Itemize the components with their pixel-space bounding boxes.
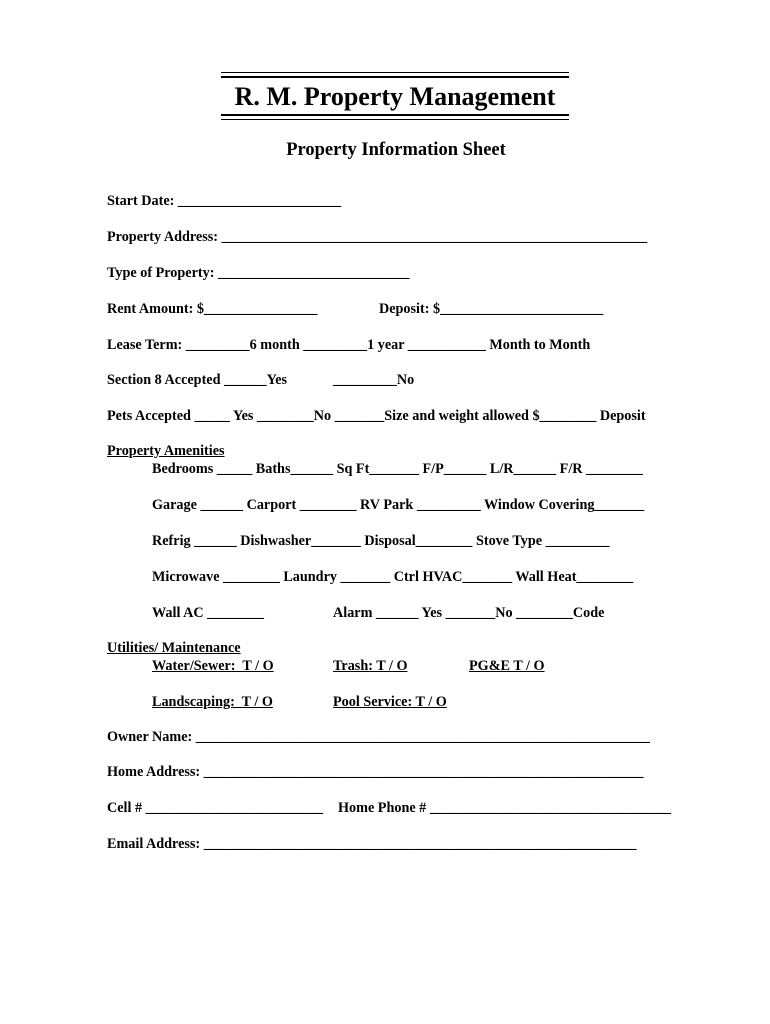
section8-accepted-field[interactable]: Section 8 Accepted ______Yes — [107, 372, 288, 388]
amenities-row-refrig[interactable]: Refrig ______ Dishwasher_______ Disposal________ Stove Type _________ — [152, 533, 610, 549]
property-type-field[interactable]: Type of Property: ___________________________ — [107, 265, 410, 281]
deposit-field[interactable]: Deposit: $_______________________ — [379, 301, 604, 317]
pool-service-field[interactable]: Pool Service: T / O — [333, 694, 447, 710]
amenities-row-microwave[interactable]: Microwave ________ Laundry _______ Ctrl HVAC_______ Wall Heat________ — [152, 569, 634, 585]
pets-accepted-field[interactable]: Pets Accepted _____ Yes ________No _______Size and weight allowed $________ Deposit — [107, 408, 646, 424]
section8-no-field[interactable]: _________No — [333, 372, 415, 388]
amenities-row-bedrooms[interactable]: Bedrooms _____ Baths______ Sq Ft_______ F/P______ L/R______ F/R ________ — [152, 461, 643, 477]
rent-amount-field[interactable]: Rent Amount: $________________ — [107, 301, 318, 317]
wall-ac-field[interactable]: Wall AC ________ — [152, 605, 264, 621]
alarm-field[interactable]: Alarm ______ Yes _______No ________Code — [333, 605, 605, 621]
amenities-heading: Property Amenities — [107, 443, 225, 459]
email-address-field[interactable]: Email Address: _____________________________________________________________ — [107, 836, 637, 852]
pge-field[interactable]: PG&E T / O — [469, 658, 545, 674]
landscaping-field[interactable]: Landscaping: T / O — [152, 694, 273, 710]
lease-term-field[interactable]: Lease Term: _________6 month _________1 year ___________ Month to Month — [107, 337, 591, 353]
header-rule-bottom — [221, 119, 569, 120]
header-rule-bottom-thick — [221, 114, 569, 116]
header-rule-top — [221, 72, 569, 73]
water-sewer-field[interactable]: Water/Sewer: T / O — [152, 658, 274, 674]
cell-phone-field[interactable]: Cell # _________________________ — [107, 800, 323, 816]
header-rule-top-thick — [221, 76, 569, 78]
owner-name-field[interactable]: Owner Name: ________________________________________________________________ — [107, 729, 650, 745]
sheet-title: Property Information Sheet — [286, 140, 506, 160]
utilities-heading: Utilities/ Maintenance — [107, 640, 241, 656]
company-name: R. M. Property Management — [234, 82, 556, 111]
start-date-field[interactable]: Start Date: _______________________ — [107, 193, 342, 209]
property-address-field[interactable]: Property Address: ____________________________________________________________ — [107, 229, 648, 245]
home-address-field[interactable]: Home Address: ______________________________________________________________ — [107, 764, 644, 780]
amenities-row-garage[interactable]: Garage ______ Carport ________ RV Park _________ Window Covering_______ — [152, 497, 645, 513]
home-phone-field[interactable]: Home Phone # __________________________________ — [338, 800, 672, 816]
trash-field[interactable]: Trash: T / O — [333, 658, 408, 674]
